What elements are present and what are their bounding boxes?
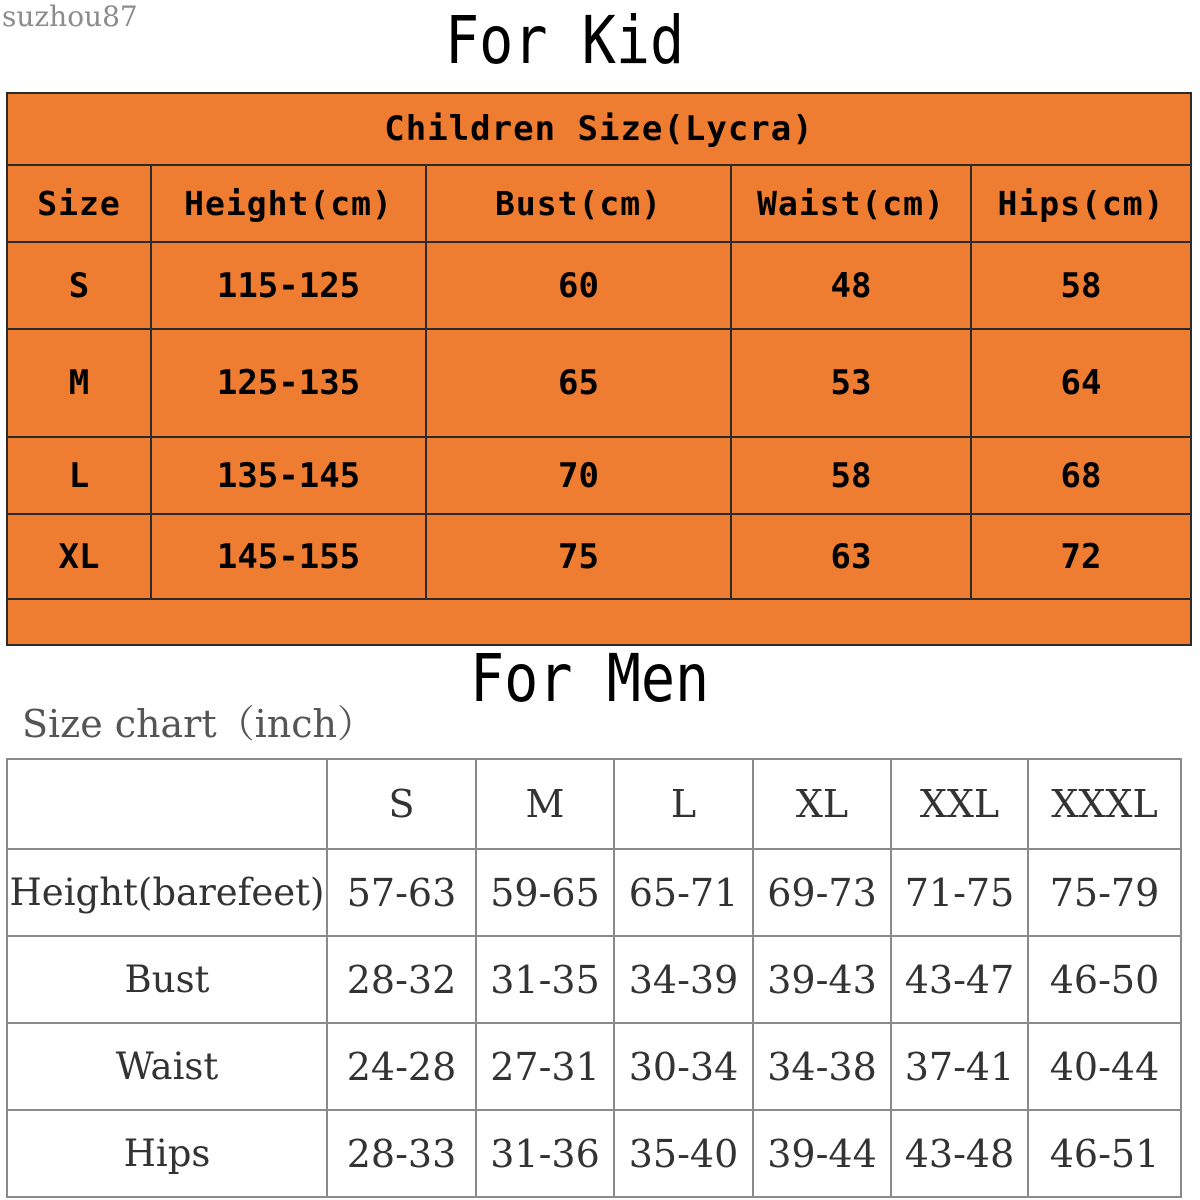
kid-table-row <box>7 437 1191 514</box>
kid-cell-size: M <box>7 329 151 437</box>
kid-header-size: Size <box>7 165 151 242</box>
men-row-label: Hips <box>7 1110 327 1197</box>
men-header-row <box>7 759 1181 849</box>
kid-table-row <box>7 329 1191 437</box>
kid-cell-waist: 63 <box>731 514 971 599</box>
kid-cell-size: L <box>7 437 151 514</box>
men-header-l: L <box>614 759 753 849</box>
men-table-row <box>7 936 1181 1023</box>
kid-header-bust: Bust(cm) <box>426 165 731 242</box>
men-cell: 34-38 <box>753 1023 891 1110</box>
men-table-row <box>7 849 1181 936</box>
kid-spacer-cell <box>7 599 1191 645</box>
men-table-row <box>7 1110 1181 1197</box>
men-cell: 71-75 <box>891 849 1028 936</box>
men-chart-caption: Size chart（inch） <box>22 702 376 746</box>
kid-cell-bust: 70 <box>426 437 731 514</box>
kid-cell-bust: 60 <box>426 242 731 329</box>
kid-table-row <box>7 514 1191 599</box>
kid-cell-hips: 64 <box>971 329 1191 437</box>
men-header-s: S <box>327 759 476 849</box>
men-cell: 39-44 <box>753 1110 891 1197</box>
men-cell: 43-47 <box>891 936 1028 1023</box>
kid-cell-hips: 72 <box>971 514 1191 599</box>
men-cell: 65-71 <box>614 849 753 936</box>
men-header-xl: XL <box>753 759 891 849</box>
kid-cell-height: 125-135 <box>151 329 426 437</box>
kid-header-waist: Waist(cm) <box>731 165 971 242</box>
kid-cell-size: S <box>7 242 151 329</box>
men-row-label: Bust <box>7 936 327 1023</box>
men-cell: 31-36 <box>476 1110 614 1197</box>
watermark: suzhou87 <box>2 0 138 33</box>
men-cell: 30-34 <box>614 1023 753 1110</box>
men-header-corner <box>7 759 327 849</box>
men-header-xxl: XXL <box>891 759 1028 849</box>
men-cell: 34-39 <box>614 936 753 1023</box>
kid-header-hips: Hips(cm) <box>971 165 1191 242</box>
kid-header-height: Height(cm) <box>151 165 426 242</box>
kid-cell-waist: 58 <box>731 437 971 514</box>
kid-cell-waist: 48 <box>731 242 971 329</box>
men-cell: 37-41 <box>891 1023 1028 1110</box>
men-row-label: Waist <box>7 1023 327 1110</box>
men-cell: 40-44 <box>1028 1023 1181 1110</box>
men-size-table <box>6 758 1182 1198</box>
men-header-m: M <box>476 759 614 849</box>
men-cell: 46-50 <box>1028 936 1181 1023</box>
men-cell: 31-35 <box>476 936 614 1023</box>
kid-caption-row <box>7 93 1191 165</box>
men-cell: 35-40 <box>614 1110 753 1197</box>
men-cell: 69-73 <box>753 849 891 936</box>
kid-cell-height: 145-155 <box>151 514 426 599</box>
kid-size-table <box>6 92 1192 646</box>
men-cell: 46-51 <box>1028 1110 1181 1197</box>
kid-section-title: For Kid <box>445 2 685 79</box>
kid-cell-waist: 53 <box>731 329 971 437</box>
kid-table-row <box>7 242 1191 329</box>
men-cell: 28-33 <box>327 1110 476 1197</box>
men-cell: 39-43 <box>753 936 891 1023</box>
men-cell: 75-79 <box>1028 849 1181 936</box>
kid-cell-size: XL <box>7 514 151 599</box>
kid-cell-hips: 58 <box>971 242 1191 329</box>
men-header-xxxl: XXXL <box>1028 759 1181 849</box>
kid-table-caption: Children Size(Lycra) <box>7 93 1191 165</box>
kid-cell-bust: 75 <box>426 514 731 599</box>
men-cell: 57-63 <box>327 849 476 936</box>
men-cell: 43-48 <box>891 1110 1028 1197</box>
men-cell: 24-28 <box>327 1023 476 1110</box>
kid-header-row <box>7 165 1191 242</box>
kid-cell-height: 115-125 <box>151 242 426 329</box>
kid-spacer-row <box>7 599 1191 645</box>
kid-cell-height: 135-145 <box>151 437 426 514</box>
men-cell: 27-31 <box>476 1023 614 1110</box>
kid-cell-bust: 65 <box>426 329 731 437</box>
men-row-label: Height(barefeet) <box>7 849 327 936</box>
men-cell: 28-32 <box>327 936 476 1023</box>
men-table-row <box>7 1023 1181 1110</box>
kid-cell-hips: 68 <box>971 437 1191 514</box>
men-section-title: For Men <box>470 640 710 717</box>
men-cell: 59-65 <box>476 849 614 936</box>
